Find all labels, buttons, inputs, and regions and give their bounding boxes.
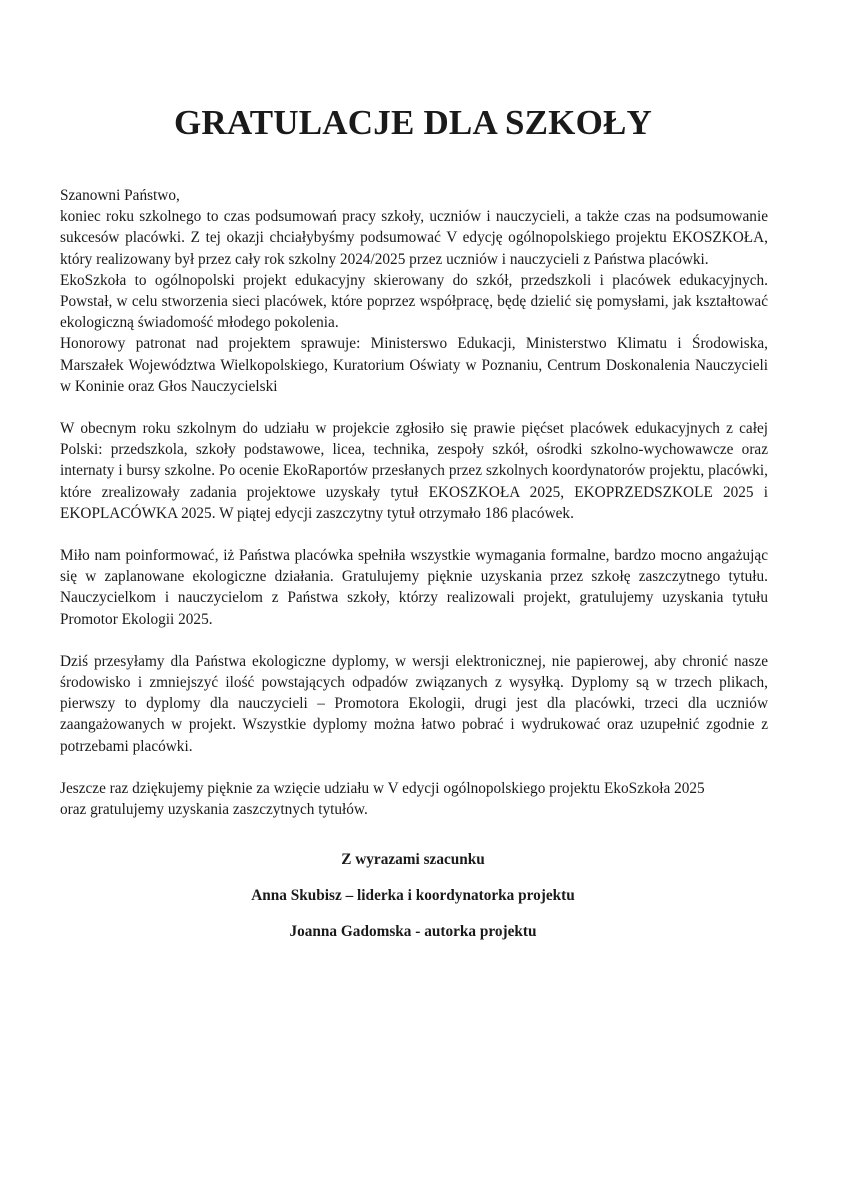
participation-paragraph: W obecnym roku szkolnym do udziału w projekcie zgłosiło się prawie pięćset placówek edukacyjnych z całej Polski: przedszkola, szkoły podstawowe, licea, technika, zespoły szkół, ośrodki szkolno-wychowawcze oraz internaty i bursy szkolne. Po ocenie EkoRaportów przesłanych przez szkolnych koordynatorów projektu, placówki, które zrealizowały zadania projektowe uzyskały tytuł EKOSZKOŁA 2025, EKOPRZEDSZKOLE 2025 i EKOPLACÓWKA 2025. W piątej edycji zaszczytny tytuł otrzymało 186 placówek. (60, 420, 768, 522)
document-title: GRATULACJE DLA SZKOŁY (173, 103, 653, 142)
paragraph-spacer (60, 397, 768, 418)
letter-body (60, 185, 768, 820)
congratulations-paragraph: Miło nam poinformować, iż Państwa placówka spełniła wszystkie wymagania formalne, bardzo mocno angażując się w zaplanowane ekologiczne działania. Gratulujemy pięknie uzyskania przez szkołę zaszczytnego tytułu. Nauczycielkom i nauczycielom z Państwa szkoły, którzy realizowali projekt, gratulujemy uzyskania tytułu Promotor Ekologii 2025. (60, 547, 768, 628)
diplomas-paragraph: Dziś przesyłamy dla Państwa ekologiczne dyplomy, w wersji elektronicznej, nie papierowej, aby chronić nasze środowisko i zmniejszyć ilość powstających odpadów związanych z wysyłką. Dyplomy są w trzech plikach, pierwszy to dyplomy dla nauczycieli – Promotora Ekologii, drugi jest dla placówki, trzeci dla uczniów zaangażowanych w projekt. Wszystkie dyplomy można łatwo pobrać i wydrukować oraz uzupełnić zgodnie z potrzebami placówki. (60, 652, 768, 755)
signature-author-2: Joanna Gadomska - autorka projektu (289, 923, 537, 940)
paragraph-spacer (60, 630, 768, 651)
intro-paragraph-2: EkoSzkoła to ogólnopolski projekt edukacyjny skierowany do szkół, przedszkoli i placówek edukacyjnych. Powstał, w celu stworzenia sieci placówek, które poprzez współpracę, będę dzielić się pomysłami, jak kształtować ekologiczną świadomość młodego pokolenia. (60, 271, 768, 332)
paragraph-spacer (60, 524, 768, 545)
intro-paragraph-3: Honorowy patronat nad projektem sprawuje: Ministerswo Edukacji, Ministerstwo Klimatu i Środowiska, Marszałek Województwa Wielkopolskiego, Kuratorium Oświaty w Poznaniu, Centrum Doskonalenia Nauczycieli w Koninie oraz Głos Nauczycielski (60, 335, 768, 395)
salutation: Szanowni Państwo, (60, 187, 180, 204)
signature-author-1: Anna Skubisz – liderka i koordynatorka projektu (251, 887, 575, 904)
closing-line-2: oraz gratulujemy uzyskania zaszczytnych tytułów. (60, 801, 368, 819)
closing-line-1: Jeszcze raz dziękujemy pięknie za wzięcie udziału w V edycji ogólnopolskiego projektu EkoSzkoła 2025 (60, 779, 705, 797)
signature-regards: Z wyrazami szacunku (341, 851, 485, 868)
paragraph-spacer (60, 757, 768, 778)
intro-paragraph-1: koniec roku szkolnego to czas podsumowań pracy szkoły, uczniów i nauczycieli, a także czas na podsumowanie sukcesów placówki. Z tej okazji chciałybyśmy podsumować V edycję ogólnopolskiego projektu EKOSZKOŁA, który realizowany był przez cały rok szkolny 2024/2025 przez uczniów i nauczycieli z Państwa placówki. (60, 208, 768, 268)
